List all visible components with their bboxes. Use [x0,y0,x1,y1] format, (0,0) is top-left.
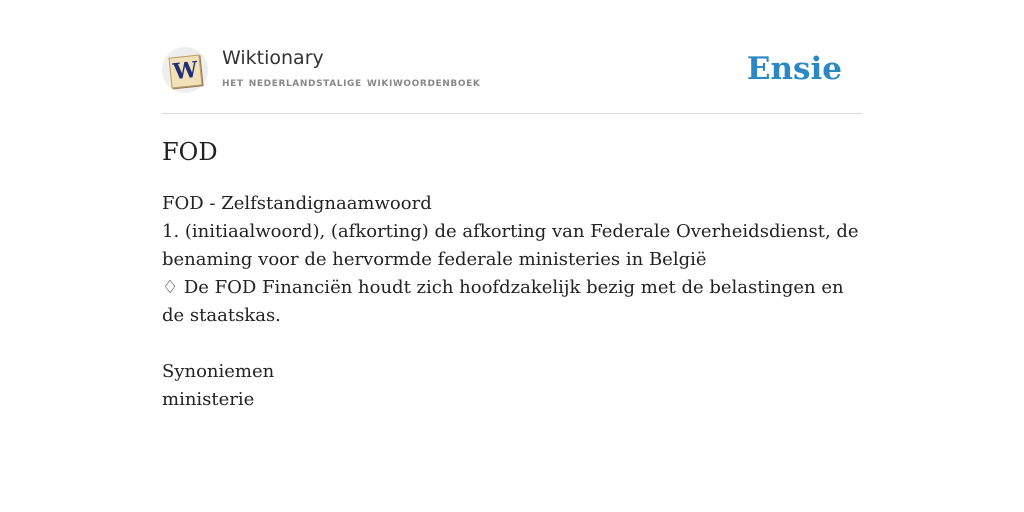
entry-heading: FOD - Zelfstandignaamwoord [162,193,432,214]
ensie-logo-link[interactable]: Ensie [746,51,842,87]
entry-definition: 1. (initiaalwoord), (afkorting) de afkorting van Federale Overheidsdienst, de benaming voor de hervormde federale ministeries in België [162,221,859,270]
synonyms-label: Synoniemen [162,361,275,382]
header [162,0,862,114]
entry-example: ♢ De FOD Financiën houdt zich hoofdzakelijk bezig met de belastingen en de staatskas. [162,277,844,326]
synonyms-list: ministerie [162,389,255,410]
site-title[interactable]: Wiktionary [222,47,324,69]
wiktionary-tile-icon: W [168,54,202,88]
wiktionary-logo[interactable] [162,47,208,93]
page-title: FOD [162,138,218,166]
entry-content [162,190,862,414]
page-container [162,0,862,410]
site-subtitle: het nederlandstalige wikiwoordenboek [222,75,481,90]
spacer [162,330,862,358]
